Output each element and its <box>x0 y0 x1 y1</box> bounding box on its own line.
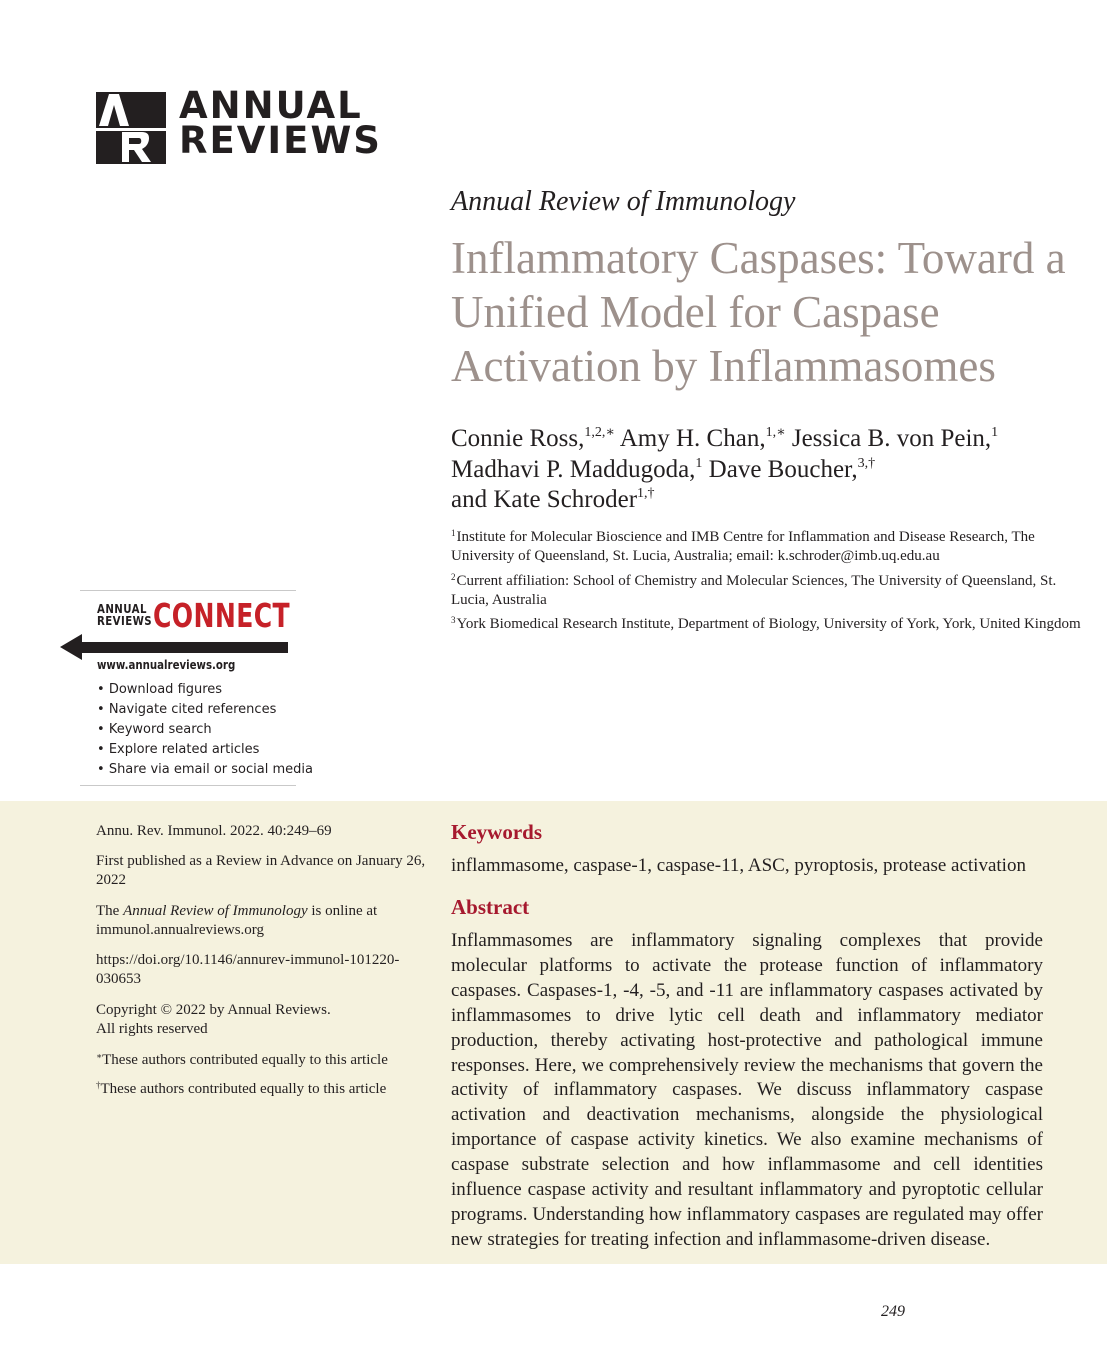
article-title: Inflammatory Caspases: Toward a Unified Model for Caspase Activation by Inflammasomes <box>451 233 1066 391</box>
connect-feature-list <box>97 680 313 780</box>
author-list <box>451 424 1091 516</box>
list-item: • Explore related articles <box>97 740 313 760</box>
first-published: First published as a Review in Advance on January 26, 2022 <box>96 853 426 888</box>
list-item: • Keyword search <box>97 720 313 740</box>
online-note: The Annual Review of Immunology is online at immunol.annualreviews.org <box>96 903 378 938</box>
logo-wordmark <box>179 84 382 162</box>
doi-link[interactable]: https://doi.org/10.1146/annurev-immunol-101220-030653 <box>96 952 400 987</box>
abstract-text: Inflammasomes are inflammatory signaling complexes that provide molecular platforms to activate the protease function of inflammatory caspases. Caspases-1, -4, -5, and -11 are inflammatory caspases activated by inflammasomes to drive lytic cell death and inflammatory mediator production, thereby activating host-protective and pathological immune responses. Here, we comprehensively review the mechanisms that govern the activity of inflammatory caspases. We discuss inflammatory caspase activation and deactivation mechanisms, alongside the physiological importance of caspase activity kinetics. We also examine mechanisms of caspase substrate selection and how inflammasome and cell identities influence caspase activity and resultant inflammatory and pyroptotic cellular programs. Understanding how inflammatory caspases are regulated may offer new strategies for treating infection and inflammasome-driven disease. <box>451 930 1043 1250</box>
author: Amy H. Chan,$^{1,∗}$ <box>614 425 786 452</box>
page-number: 249 <box>881 1303 905 1320</box>
divider <box>80 785 296 786</box>
connect-title: CONNECT <box>153 596 291 635</box>
footnote-equal-contribution: ∗These authors contributed equally to this article <box>96 1051 388 1068</box>
citation: Annu. Rev. Immunol. 2022. 40:249–69 <box>96 823 332 839</box>
logo-line-2: REVIEWS <box>179 119 382 162</box>
author: Connie Ross,$^{1,2,∗}$ <box>451 425 615 452</box>
footnote-equal-contribution: †These authors contributed equally to this article <box>96 1080 387 1097</box>
affiliation: $^3$York Biomedical Research Institute, Department of Biology, University of York, York, United Kingdom <box>451 615 1081 632</box>
keywords-heading: Keywords <box>451 820 542 844</box>
author: Madhavi P. Maddugoda,$^1$ <box>451 455 703 483</box>
journal-name: Annual Review of Immunology <box>451 186 796 217</box>
abstract-heading: Abstract <box>451 895 530 919</box>
connect-url-link[interactable]: www.annualreviews.org <box>97 658 236 672</box>
annual-reviews-logo <box>96 84 382 164</box>
affiliation: $^1$Institute for Molecular Bioscience and IMB Centre for Inflammation and Disease Research, The University of Queensland, St. Lucia, Australia; email: k.schroder@imb.uq.edu.au <box>451 528 1035 564</box>
divider <box>80 590 296 591</box>
author: and Kate Schroder$^{1,\dagger}$ <box>451 486 655 513</box>
affiliation: $^2$Current affiliation: School of Chemistry and Molecular Sciences, The University of Queensland, St. Lucia, Australia <box>451 572 1057 608</box>
keywords-text: inflammasome, caspase-1, caspase-11, ASC, pyroptosis, protease activation <box>451 855 1026 876</box>
list-item: • Download figures <box>97 680 313 700</box>
list-item: • Share via email or social media <box>97 760 313 780</box>
ar-logo-mark-icon <box>96 92 166 164</box>
copyright: Copyright © 2022 by Annual Reviews. All rights reserved <box>96 1002 331 1037</box>
list-item: • Navigate cited references <box>97 700 313 720</box>
author: Jessica B. von Pein,$^1$ <box>785 425 999 452</box>
logo-line-1: ANNUAL <box>179 84 363 127</box>
author: Dave Boucher,$^{3,\dagger}$ <box>702 455 876 483</box>
annual-reviews-connect-box[interactable] <box>60 590 313 788</box>
connect-small-logo: ANNUAL REVIEWS <box>97 602 153 628</box>
